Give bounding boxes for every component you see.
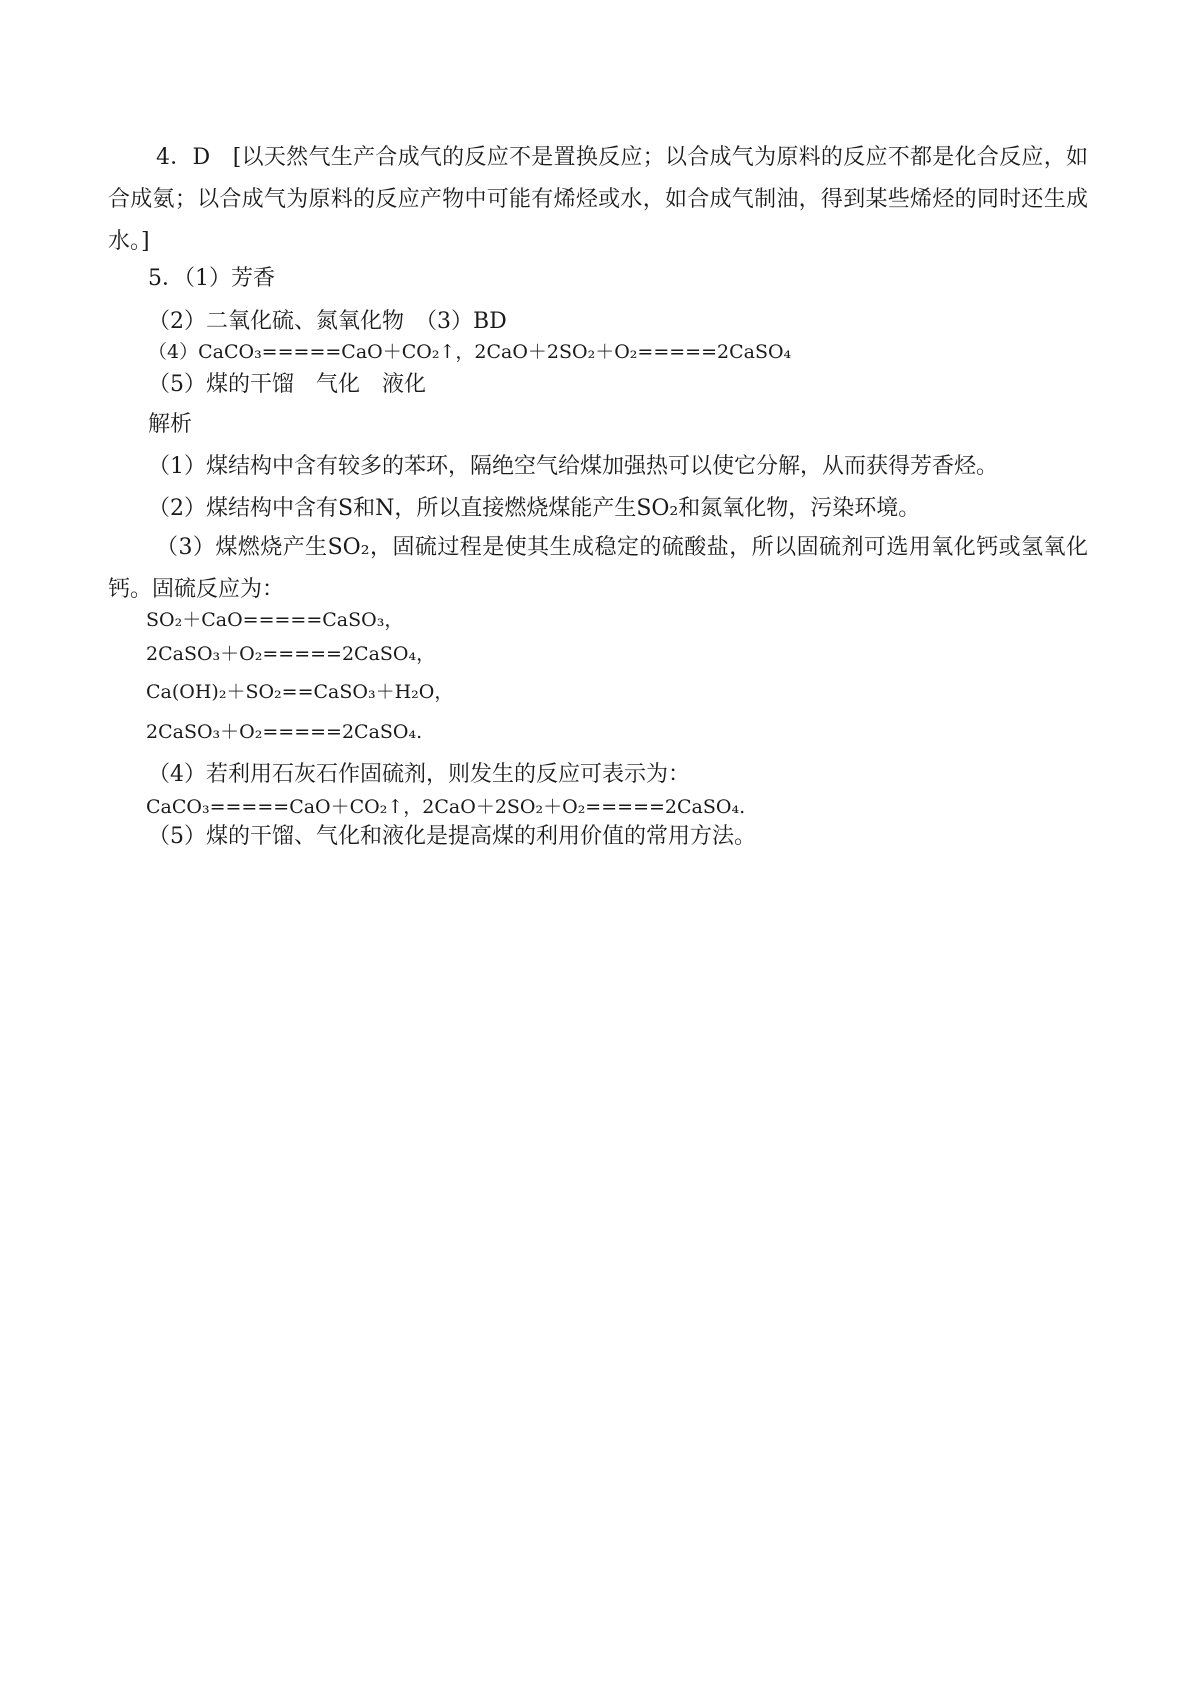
answer-5-part-5: （5）煤的干馏 气化 液化 xyxy=(148,372,426,397)
equation-3: Ca(OH)₂＋SO₂==CaSO₃＋H₂O， xyxy=(146,681,454,703)
analysis-title: 解析 xyxy=(148,412,193,437)
equation-2: 2CaSO₃＋O₂=====2CaSO₄， xyxy=(146,643,436,665)
analysis-paragraph-1: （1）煤结构中含有较多的苯环，隔绝空气给煤加强热可以使它分解，从而获得芳香烃。 xyxy=(148,454,998,479)
equation-4: 2CaSO₃＋O₂=====2CaSO₄. xyxy=(146,721,423,743)
analysis-paragraph-2: （2）煤结构中含有S和N，所以直接燃烧煤能产生SO₂和氮氧化物，污染环境。 xyxy=(148,496,921,521)
answer-5-parts-2-3: （2）二氧化硫、氮氧化物 （3）BD xyxy=(148,309,507,334)
analysis-paragraph-5: （5）煤的干馏、气化和液化是提高煤的利用价值的常用方法。 xyxy=(148,824,756,849)
equation-5: CaCO₃=====CaO＋CO₂↑，2CaO＋2SO₂＋O₂=====2CaSO₄. xyxy=(146,796,746,818)
analysis-paragraph-4: （4）若利用石灰石作固硫剂，则发生的反应可表示为： xyxy=(148,762,690,787)
answer-5-head: 5．（1）芳香 xyxy=(148,266,275,291)
equation-1: SO₂＋CaO=====CaSO₃， xyxy=(146,609,404,631)
answer-5-part-4: （4）CaCO₃=====CaO＋CO₂↑，2CaO＋2SO₂＋O₂=====2CaSO₄ xyxy=(148,341,792,363)
analysis-paragraph-3: （3）煤燃烧产生SO₂，固硫过程是使其生成稳定的硫酸盐，所以固硫剂可选用氧化钙或氢氧化钙。固硫反应为： xyxy=(108,535,1088,602)
answer-4-paragraph: 4．D [以天然气生产合成气的反应不是置换反应；以合成气为原料的反应不都是化合反应，如合成氨；以合成气为原料的反应产物中可能有烯烃或水，如合成气制油，得到某些烯烃的同时还生成水。] xyxy=(108,145,1088,254)
